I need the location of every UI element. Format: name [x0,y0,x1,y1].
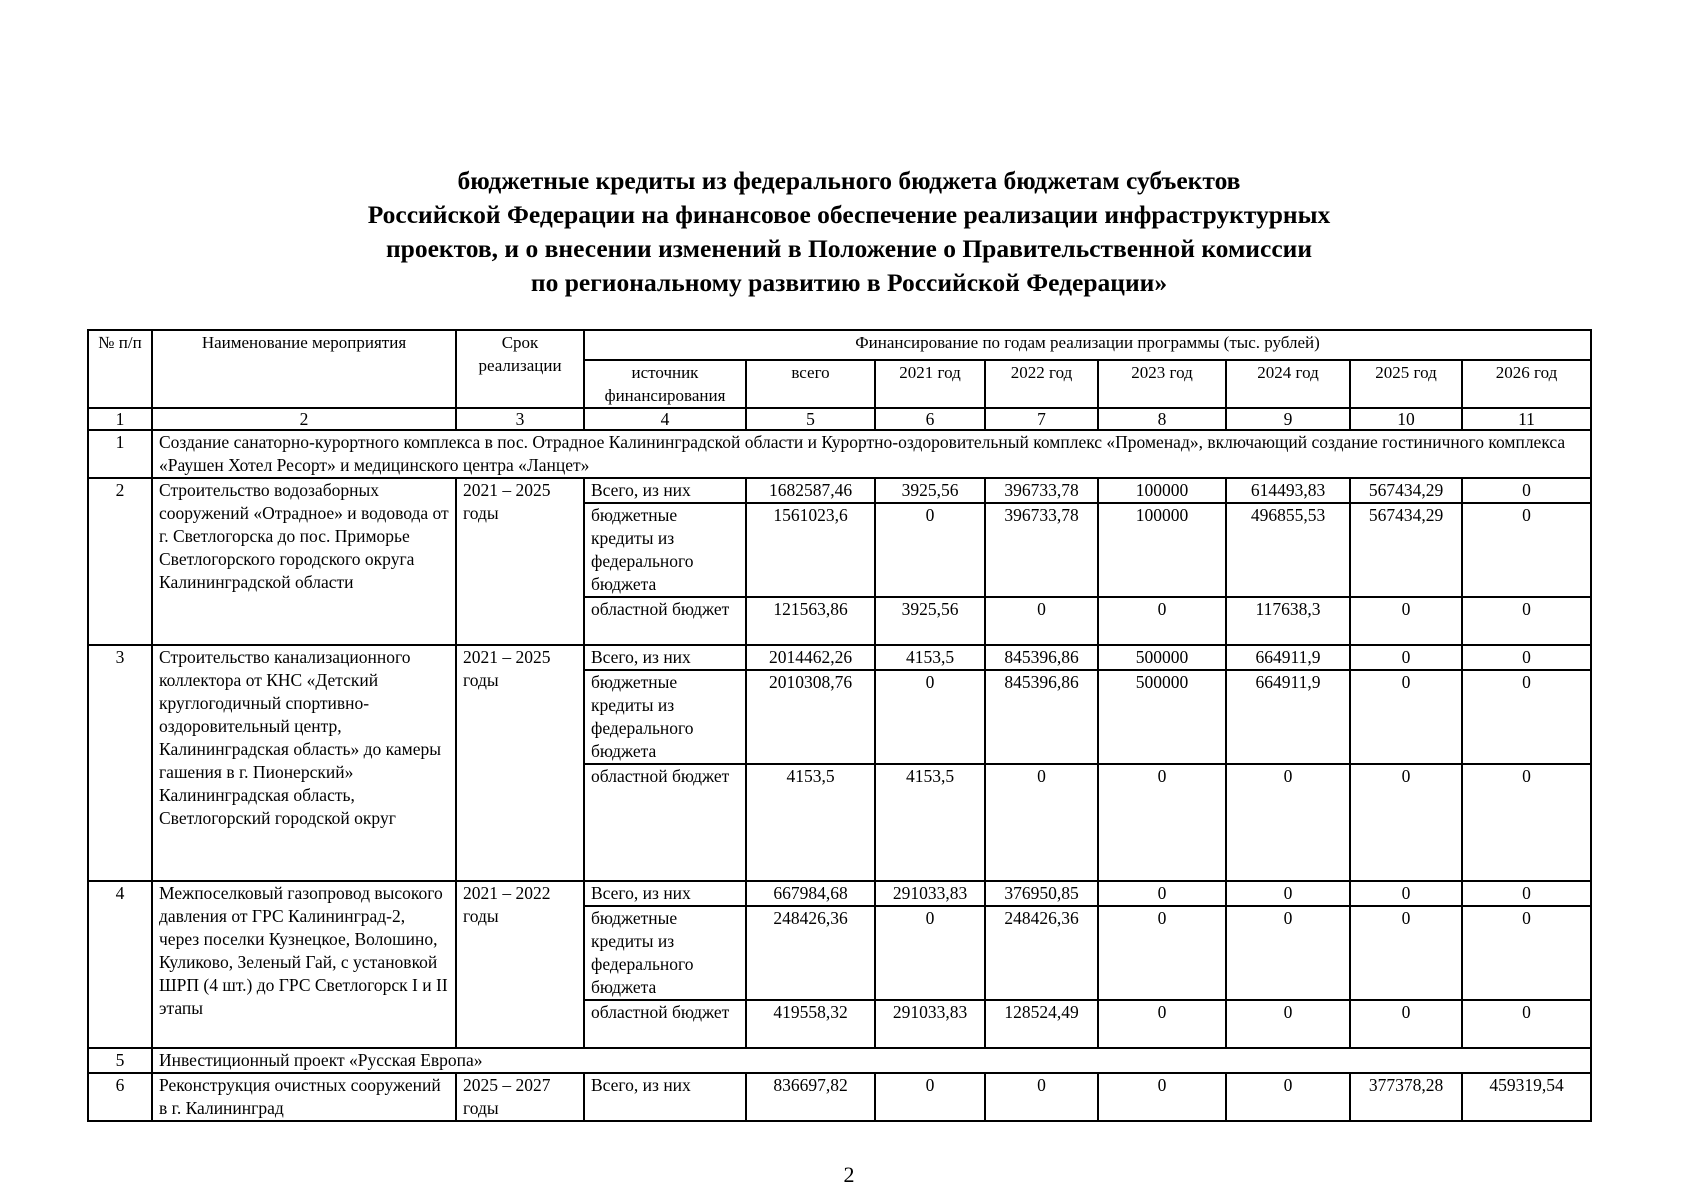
value-2022: 248426,36 [985,906,1098,1000]
value-2021: 3925,56 [875,478,985,503]
title-line: проектов, и о внесении изменений в Положение о Правительственной комиссии [385,234,1313,263]
header-source: источник финансирования [584,360,746,408]
value-total: 4153,5 [746,764,875,881]
value-2021: 4153,5 [875,764,985,881]
measure-name: Строительство водозаборных сооружений «Отрадное» и водовода от г. Светлогорска до пос. Приморье Светлогорского городского округа Калининградской области [152,478,456,645]
header-financing: Финансирование по годам реализации программы (тыс. рублей) [584,330,1591,360]
value-2026: 0 [1462,670,1591,764]
value-total: 1682587,46 [746,478,875,503]
header-2021: 2021 год [875,360,985,408]
column-index: 9 [1226,408,1350,430]
value-2023: 0 [1098,1000,1226,1048]
measure-term: 2021 – 2025 годы [456,478,584,645]
value-2021: 0 [875,906,985,1000]
source-cell: областной бюджет [584,597,746,645]
table-row [88,478,1591,503]
value-total: 121563,86 [746,597,875,645]
measure-term: 2021 – 2025 годы [456,645,584,881]
source-cell: областной бюджет [584,1000,746,1048]
value-2023: 500000 [1098,670,1226,764]
section-title: Создание санаторно-курортного комплекса в пос. Отрадное Калининградской области и Курортно-оздоровительный комплекс «Променад», включающий создание гостиничного комплекса «Раушен Хотел Ресорт» и медицинского центра «Ланцет» [152,430,1591,478]
column-index: 10 [1350,408,1462,430]
value-2023: 0 [1098,764,1226,881]
header-2022: 2022 год [985,360,1098,408]
header-2024: 2024 год [1226,360,1350,408]
value-2023: 0 [1098,597,1226,645]
value-2023: 500000 [1098,645,1226,670]
column-index: 7 [985,408,1098,430]
title-line: Российской Федерации на финансовое обеспечение реализации инфраструктурных [367,200,1331,229]
header-name: Наименование мероприятия [152,330,456,408]
value-2024: 0 [1226,906,1350,1000]
value-2022: 0 [985,597,1098,645]
value-2021: 291033,83 [875,1000,985,1048]
value-2021: 4153,5 [875,645,985,670]
measure-term: 2025 – 2027 годы [456,1073,584,1121]
source-cell: Всего, из них [584,881,746,906]
value-2024: 0 [1226,1073,1350,1121]
value-2026: 0 [1462,645,1591,670]
value-total: 419558,32 [746,1000,875,1048]
source-cell: областной бюджет [584,764,746,881]
row-number: 5 [88,1048,152,1073]
value-2024: 0 [1226,1000,1350,1048]
header-row [88,330,1591,360]
value-2024: 496855,53 [1226,503,1350,597]
header-no: № п/п [88,330,152,408]
value-2025: 0 [1350,645,1462,670]
value-2022: 396733,78 [985,503,1098,597]
value-2024: 664911,9 [1226,670,1350,764]
value-2026: 459319,54 [1462,1073,1591,1121]
value-2024: 664911,9 [1226,645,1350,670]
table-row [88,1073,1591,1121]
value-2022: 845396,86 [985,670,1098,764]
value-2022: 376950,85 [985,881,1098,906]
document-title [0,164,1698,300]
value-2025: 377378,28 [1350,1073,1462,1121]
value-2023: 100000 [1098,503,1226,597]
table-row [88,645,1591,670]
page-number: 2 [843,1162,855,1187]
row-number: 2 [88,478,152,645]
value-total: 667984,68 [746,881,875,906]
header-2025: 2025 год [1350,360,1462,408]
value-total: 248426,36 [746,906,875,1000]
value-2021: 0 [875,1073,985,1121]
source-cell: Всего, из них [584,478,746,503]
header-2026: 2026 год [1462,360,1591,408]
value-2025: 0 [1350,1000,1462,1048]
value-2026: 0 [1462,1000,1591,1048]
value-2022: 845396,86 [985,645,1098,670]
measure-name: Реконструкция очистных сооружений в г. Калининград [152,1073,456,1121]
value-2021: 3925,56 [875,597,985,645]
value-2023: 0 [1098,1073,1226,1121]
value-total: 1561023,6 [746,503,875,597]
value-2025: 0 [1350,670,1462,764]
source-cell: Всего, из них [584,645,746,670]
column-index: 2 [152,408,456,430]
value-2025: 567434,29 [1350,503,1462,597]
value-2025: 0 [1350,597,1462,645]
row-number: 6 [88,1073,152,1121]
value-2026: 0 [1462,764,1591,881]
source-cell: Всего, из них [584,1073,746,1121]
value-2024: 0 [1226,764,1350,881]
value-2021: 0 [875,670,985,764]
value-total: 2014462,26 [746,645,875,670]
value-2023: 0 [1098,906,1226,1000]
value-2025: 0 [1350,906,1462,1000]
column-index: 6 [875,408,985,430]
value-2026: 0 [1462,503,1591,597]
value-2022: 128524,49 [985,1000,1098,1048]
column-index-row [88,408,1591,430]
value-2025: 567434,29 [1350,478,1462,503]
header-2023: 2023 год [1098,360,1226,408]
value-2021: 0 [875,503,985,597]
value-2024: 117638,3 [1226,597,1350,645]
row-number: 1 [88,430,152,478]
column-index: 5 [746,408,875,430]
value-total: 2010308,76 [746,670,875,764]
section-row [88,1048,1591,1073]
column-index: 1 [88,408,152,430]
header-total: всего [746,360,875,408]
value-2026: 0 [1462,881,1591,906]
value-2026: 0 [1462,478,1591,503]
column-index: 8 [1098,408,1226,430]
value-2025: 0 [1350,881,1462,906]
column-index: 4 [584,408,746,430]
source-cell: бюджетные кредиты из федерального бюджета [584,906,746,1000]
table-row [88,881,1591,906]
value-2021: 291033,83 [875,881,985,906]
header-term: Срок реализации [456,330,584,408]
value-2022: 0 [985,764,1098,881]
value-2025: 0 [1350,764,1462,881]
value-total: 836697,82 [746,1073,875,1121]
measure-name: Строительство канализационного коллектора от КНС «Детский круглогодичный спортивно-оздоровительный центр, Калининградская область» до камеры гашения в г. Пионерский» Калининградская область, Светлогорский городской округ [152,645,456,881]
value-2024: 614493,83 [1226,478,1350,503]
value-2026: 0 [1462,597,1591,645]
measure-name: Межпоселковый газопровод высокого давления от ГРС Калининград-2, через поселки Кузнецкое, Волошино, Куликово, Зеленый Гай, с установкой ШРП (4 шт.) до ГРС Светлогорск I и II этапы [152,881,456,1048]
value-2023: 100000 [1098,478,1226,503]
source-cell: бюджетные кредиты из федерального бюджета [584,503,746,597]
value-2024: 0 [1226,881,1350,906]
measure-term: 2021 – 2022 годы [456,881,584,1048]
value-2023: 0 [1098,881,1226,906]
title-line: бюджетные кредиты из федерального бюджета бюджетам субъектов [457,166,1241,195]
value-2022: 396733,78 [985,478,1098,503]
value-2026: 0 [1462,906,1591,1000]
title-line: по региональному развитию в Российской Федерации» [530,268,1168,297]
row-number: 4 [88,881,152,1048]
column-index: 11 [1462,408,1591,430]
section-title: Инвестиционный проект «Русская Европа» [152,1048,1591,1073]
source-cell: бюджетные кредиты из федерального бюджета [584,670,746,764]
row-number: 3 [88,645,152,881]
financing-table [87,329,1592,1122]
value-2022: 0 [985,1073,1098,1121]
section-row [88,430,1591,478]
column-index: 3 [456,408,584,430]
